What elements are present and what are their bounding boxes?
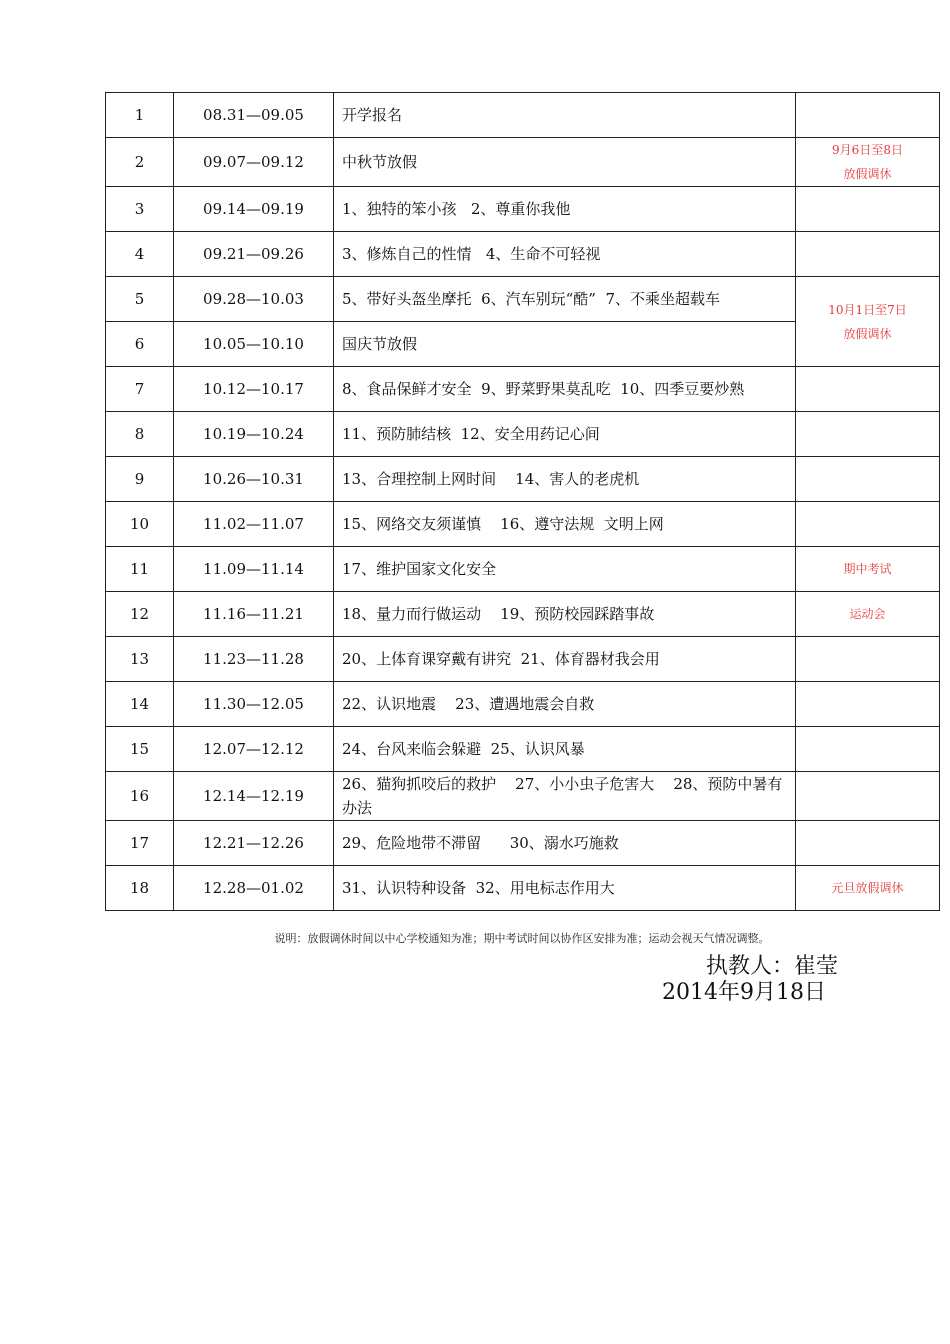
week-number: 1 bbox=[106, 93, 174, 138]
week-number: 3 bbox=[106, 187, 174, 232]
week-number: 9 bbox=[106, 457, 174, 502]
date-range: 12.14—12.19 bbox=[174, 772, 334, 821]
remark-cell bbox=[796, 93, 940, 138]
lesson-topic: 29、危险地带不滞留 30、溺水巧施救 bbox=[334, 821, 796, 866]
lesson-topic: 1、独特的笨小孩 2、尊重你我他 bbox=[334, 187, 796, 232]
date-range: 12.28—01.02 bbox=[174, 866, 334, 911]
week-number: 7 bbox=[106, 367, 174, 412]
table-row bbox=[106, 821, 940, 866]
remark-national-dates: 10月1日至7日 bbox=[828, 302, 907, 317]
lesson-topic: 18、量力而行做运动 19、预防校园踩踏事故 bbox=[334, 592, 796, 637]
week-number: 6 bbox=[106, 322, 174, 367]
week-number: 17 bbox=[106, 821, 174, 866]
week-number: 16 bbox=[106, 772, 174, 821]
footnote: 说明：放假调休时间以中心学校通知为准；期中考试时间以协作区安排为准；运动会视天气情况调整。 bbox=[274, 932, 770, 945]
remark-cell bbox=[796, 727, 940, 772]
table-row bbox=[106, 93, 940, 138]
table-row bbox=[106, 637, 940, 682]
remark-cell bbox=[796, 821, 940, 866]
remark-midterm-exam: 期中考试 bbox=[796, 547, 940, 592]
lesson-topic: 3、修炼自己的性情 4、生命不可轻视 bbox=[334, 232, 796, 277]
lesson-topic: 11、预防肺结核 12、安全用药记心间 bbox=[334, 412, 796, 457]
week-number: 11 bbox=[106, 547, 174, 592]
remark-mid-autumn-type: 放假调休 bbox=[843, 167, 892, 181]
date-range: 08.31—09.05 bbox=[174, 93, 334, 138]
table-row bbox=[106, 367, 940, 412]
date-range: 09.21—09.26 bbox=[174, 232, 334, 277]
lesson-topic: 8、食品保鲜才安全 9、野菜野果莫乱吃 10、四季豆要炒熟 bbox=[334, 367, 796, 412]
date-range: 10.05—10.10 bbox=[174, 322, 334, 367]
date-range: 10.26—10.31 bbox=[174, 457, 334, 502]
lesson-topic: 20、上体育课穿戴有讲究 21、体育器材我会用 bbox=[334, 637, 796, 682]
remark-mid-autumn-dates: 9月6日至8日 bbox=[832, 143, 903, 157]
table-row bbox=[106, 866, 940, 911]
remark-national-type: 放假调休 bbox=[843, 326, 892, 341]
week-number: 12 bbox=[106, 592, 174, 637]
table-row bbox=[106, 682, 940, 727]
week-number: 14 bbox=[106, 682, 174, 727]
week-number: 2 bbox=[106, 138, 174, 187]
week-number: 13 bbox=[106, 637, 174, 682]
date-range: 12.07—12.12 bbox=[174, 727, 334, 772]
lesson-topic: 中秋节放假 bbox=[334, 138, 796, 187]
lesson-topic: 15、网络交友须谨慎 16、遵守法规 文明上网 bbox=[334, 502, 796, 547]
date-range: 10.12—10.17 bbox=[174, 367, 334, 412]
lesson-topic: 17、维护国家文化安全 bbox=[334, 547, 796, 592]
date-range: 12.21—12.26 bbox=[174, 821, 334, 866]
remark-cell bbox=[796, 232, 940, 277]
date-range: 09.14—09.19 bbox=[174, 187, 334, 232]
week-number: 8 bbox=[106, 412, 174, 457]
table-row bbox=[106, 772, 940, 821]
lesson-topic: 22、认识地震 23、遭遇地震会自救 bbox=[334, 682, 796, 727]
date-range: 09.07—09.12 bbox=[174, 138, 334, 187]
remark-cell bbox=[796, 457, 940, 502]
weekly-schedule-table bbox=[105, 92, 940, 911]
remark-cell bbox=[796, 637, 940, 682]
week-number: 10 bbox=[106, 502, 174, 547]
week-number: 15 bbox=[106, 727, 174, 772]
remark-cell bbox=[796, 277, 940, 367]
date-range: 11.09—11.14 bbox=[174, 547, 334, 592]
lesson-topic: 13、合理控制上网时间 14、害人的老虎机 bbox=[334, 457, 796, 502]
table-row bbox=[106, 138, 940, 187]
teacher-signature: 执教人：崔莹 bbox=[706, 954, 839, 979]
remark-cell bbox=[796, 187, 940, 232]
table-row bbox=[106, 727, 940, 772]
date-range: 11.16—11.21 bbox=[174, 592, 334, 637]
date-range: 11.23—11.28 bbox=[174, 637, 334, 682]
remark-cell bbox=[796, 772, 940, 821]
table-row bbox=[106, 232, 940, 277]
remark-cell bbox=[796, 138, 940, 187]
lesson-topic: 24、台风来临会躲避 25、认识风暴 bbox=[334, 727, 796, 772]
table-row bbox=[106, 457, 940, 502]
table-row bbox=[106, 412, 940, 457]
table-row bbox=[106, 277, 940, 322]
week-number: 4 bbox=[106, 232, 174, 277]
remark-cell bbox=[796, 367, 940, 412]
lesson-topic: 国庆节放假 bbox=[334, 322, 796, 367]
lesson-topic: 5、带好头盔坐摩托 6、汽车别玩“酷” 7、不乘坐超载车 bbox=[334, 277, 796, 322]
signature-date: 2014年9月18日 bbox=[662, 980, 826, 1005]
week-number: 18 bbox=[106, 866, 174, 911]
remark-sports-meet: 运动会 bbox=[796, 592, 940, 637]
table-row bbox=[106, 592, 940, 637]
remark-cell bbox=[796, 502, 940, 547]
lesson-topic: 31、认识特种设备 32、用电标志作用大 bbox=[334, 866, 796, 911]
date-range: 11.02—11.07 bbox=[174, 502, 334, 547]
date-range: 10.19—10.24 bbox=[174, 412, 334, 457]
lesson-topic: 开学报名 bbox=[334, 93, 796, 138]
remark-cell bbox=[796, 682, 940, 727]
remark-cell bbox=[796, 412, 940, 457]
week-number: 5 bbox=[106, 277, 174, 322]
table-row bbox=[106, 502, 940, 547]
remark-new-year: 元旦放假调休 bbox=[796, 866, 940, 911]
table-row bbox=[106, 547, 940, 592]
table-row bbox=[106, 187, 940, 232]
date-range: 11.30—12.05 bbox=[174, 682, 334, 727]
lesson-topic: 26、猫狗抓咬后的救护 27、小小虫子危害大 28、预防中暑有办法 bbox=[334, 772, 796, 821]
date-range: 09.28—10.03 bbox=[174, 277, 334, 322]
